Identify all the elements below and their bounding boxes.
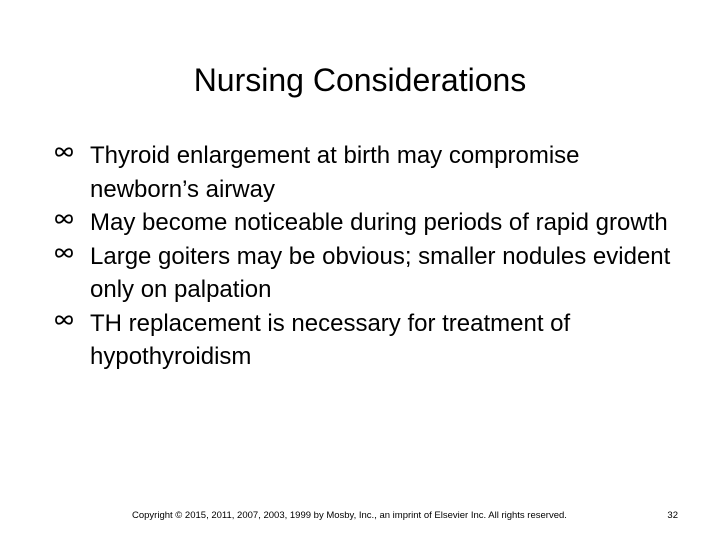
slide-title: Nursing Considerations [193,62,527,98]
slide-footer [0,508,720,524]
bullet-text: May become noticeable during periods of rapid growth [90,209,668,236]
infinity-bullet-icon [54,247,76,261]
bullet-text: TH replacement is necessary for treatment of hypothyroidism [90,309,571,370]
bullet-item [54,206,674,240]
bullet-text: Large goiters may be obvious; smaller nodules evident only on palpation [90,242,671,303]
copyright-notice: Copyright © 2015, 2011, 2007, 2003, 1999 by Mosby, Inc., an imprint of Elsevier Inc. All rights reserved. [132,510,567,521]
infinity-bullet-icon [54,314,76,328]
infinity-bullet-icon [54,146,76,160]
bullet-text: Thyroid enlargement at birth may compromise newborn’s airway [90,142,580,203]
page-number: 32 [667,510,678,521]
infinity-bullet-icon [54,213,76,227]
bullet-item [54,307,674,374]
bullet-item [54,139,674,206]
bullet-item [54,240,674,307]
bullet-list [54,139,674,374]
